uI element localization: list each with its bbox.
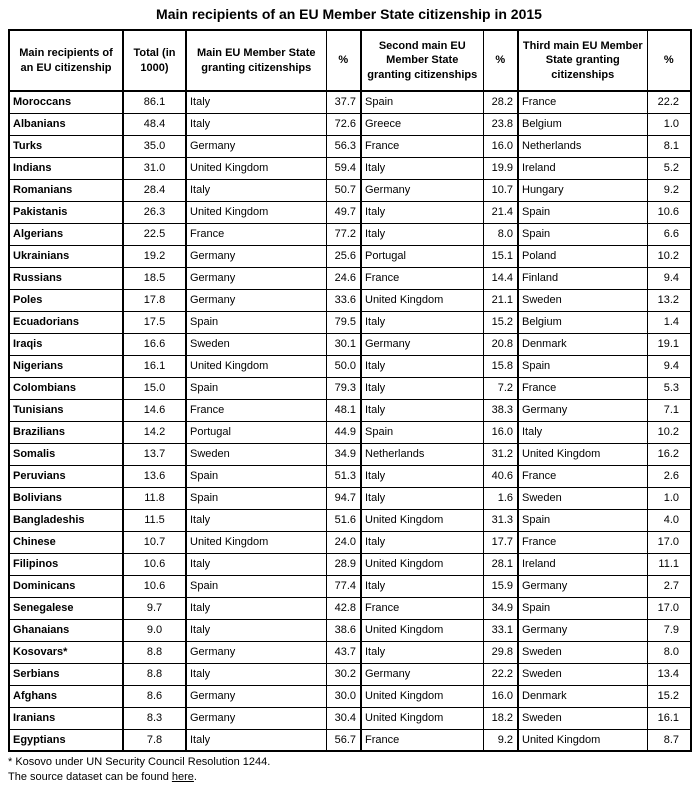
nationality-cell: Albanians	[9, 113, 123, 135]
data-cell: United Kingdom	[186, 157, 326, 179]
data-cell: Germany	[186, 267, 326, 289]
data-cell: 30.4	[326, 707, 361, 729]
data-cell: 10.6	[647, 201, 691, 223]
data-cell: 22.2	[483, 663, 518, 685]
nationality-cell: Ghanaians	[9, 619, 123, 641]
data-cell: Italy	[186, 663, 326, 685]
data-cell: France	[518, 91, 647, 113]
data-cell: 8.1	[647, 135, 691, 157]
data-cell: United Kingdom	[186, 201, 326, 223]
data-cell: 1.4	[647, 311, 691, 333]
data-cell: Denmark	[518, 685, 647, 707]
data-cell: Italy	[361, 157, 483, 179]
nationality-cell: Algerians	[9, 223, 123, 245]
nationality-cell: Nigerians	[9, 355, 123, 377]
data-cell: Italy	[361, 311, 483, 333]
data-cell: United Kingdom	[361, 289, 483, 311]
data-cell: 22.2	[647, 91, 691, 113]
nationality-cell: Brazilians	[9, 421, 123, 443]
data-cell: France	[361, 597, 483, 619]
data-cell: 31.3	[483, 509, 518, 531]
data-cell: 2.7	[647, 575, 691, 597]
table-row	[9, 201, 691, 223]
data-cell: 16.0	[483, 421, 518, 443]
table-row	[9, 663, 691, 685]
data-cell: 17.0	[647, 531, 691, 553]
data-cell: 19.9	[483, 157, 518, 179]
data-cell: 7.2	[483, 377, 518, 399]
data-cell: France	[518, 377, 647, 399]
header-row	[9, 30, 691, 91]
data-cell: 10.6	[123, 575, 186, 597]
table-row	[9, 355, 691, 377]
data-cell: Germany	[186, 707, 326, 729]
data-cell: United Kingdom	[361, 619, 483, 641]
data-cell: 16.0	[483, 135, 518, 157]
data-cell: 18.2	[483, 707, 518, 729]
data-cell: 15.2	[483, 311, 518, 333]
data-cell: Spain	[518, 223, 647, 245]
data-cell: 6.6	[647, 223, 691, 245]
data-cell: 30.1	[326, 333, 361, 355]
data-cell: 22.5	[123, 223, 186, 245]
data-cell: 10.7	[483, 179, 518, 201]
data-cell: Sweden	[518, 707, 647, 729]
data-cell: 16.2	[647, 443, 691, 465]
nationality-cell: Romanians	[9, 179, 123, 201]
nationality-cell: Poles	[9, 289, 123, 311]
table-row	[9, 289, 691, 311]
data-cell: 8.6	[123, 685, 186, 707]
data-cell: 28.1	[483, 553, 518, 575]
table-row	[9, 487, 691, 509]
data-cell: Sweden	[186, 443, 326, 465]
data-cell: Germany	[186, 641, 326, 663]
data-cell: France	[186, 399, 326, 421]
data-cell: 1.0	[647, 113, 691, 135]
table-row	[9, 685, 691, 707]
table-row	[9, 531, 691, 553]
data-cell: 9.4	[647, 267, 691, 289]
data-cell: Italy	[361, 355, 483, 377]
data-cell: Netherlands	[518, 135, 647, 157]
source-link[interactable]: here	[171, 770, 194, 783]
data-cell: Spain	[186, 575, 326, 597]
table-row	[9, 443, 691, 465]
data-cell: 35.0	[123, 135, 186, 157]
data-cell: Italy	[361, 575, 483, 597]
data-cell: Italy	[186, 619, 326, 641]
data-cell: Germany	[518, 575, 647, 597]
data-cell: 5.3	[647, 377, 691, 399]
data-cell: Sweden	[518, 289, 647, 311]
data-cell: 13.7	[123, 443, 186, 465]
data-cell: 38.6	[326, 619, 361, 641]
data-cell: 15.9	[483, 575, 518, 597]
data-cell: United Kingdom	[186, 531, 326, 553]
nationality-cell: Colombians	[9, 377, 123, 399]
column-header: Second main EU Member State granting citizenships	[361, 30, 483, 91]
data-cell: 28.2	[483, 91, 518, 113]
data-cell: 40.6	[483, 465, 518, 487]
data-cell: 51.3	[326, 465, 361, 487]
data-cell: 17.7	[483, 531, 518, 553]
data-cell: Finland	[518, 267, 647, 289]
column-header: Third main EU Member State granting citizenships	[518, 30, 647, 91]
data-cell: 37.7	[326, 91, 361, 113]
nationality-cell: Dominicans	[9, 575, 123, 597]
data-cell: 48.4	[123, 113, 186, 135]
data-cell: 2.6	[647, 465, 691, 487]
data-cell: 23.8	[483, 113, 518, 135]
data-cell: France	[361, 267, 483, 289]
data-cell: 17.5	[123, 311, 186, 333]
data-cell: France	[361, 729, 483, 751]
data-cell: 16.6	[123, 333, 186, 355]
data-cell: 77.2	[326, 223, 361, 245]
table-row	[9, 553, 691, 575]
data-cell: 11.1	[647, 553, 691, 575]
data-cell: 56.7	[326, 729, 361, 751]
data-cell: 9.4	[647, 355, 691, 377]
data-cell: United Kingdom	[361, 553, 483, 575]
data-cell: Greece	[361, 113, 483, 135]
data-cell: 79.5	[326, 311, 361, 333]
table-header	[9, 30, 691, 91]
data-cell: 24.6	[326, 267, 361, 289]
table-row	[9, 421, 691, 443]
footnotes	[8, 755, 690, 785]
data-cell: Spain	[186, 311, 326, 333]
data-cell: 19.1	[647, 333, 691, 355]
data-cell: 8.8	[123, 641, 186, 663]
data-cell: 15.8	[483, 355, 518, 377]
data-cell: Sweden	[186, 333, 326, 355]
data-cell: 7.9	[647, 619, 691, 641]
column-header: Main EU Member State granting citizenships	[186, 30, 326, 91]
data-cell: 13.6	[123, 465, 186, 487]
data-cell: Sweden	[518, 641, 647, 663]
nationality-cell: Senegalese	[9, 597, 123, 619]
data-cell: Spain	[361, 91, 483, 113]
nationality-cell: Turks	[9, 135, 123, 157]
table-row	[9, 91, 691, 113]
data-cell: 16.1	[647, 707, 691, 729]
table-row	[9, 311, 691, 333]
table-row	[9, 399, 691, 421]
data-cell: 25.6	[326, 245, 361, 267]
nationality-cell: Iranians	[9, 707, 123, 729]
data-cell: 11.8	[123, 487, 186, 509]
data-cell: Italy	[186, 553, 326, 575]
data-cell: 94.7	[326, 487, 361, 509]
data-cell: Italy	[361, 201, 483, 223]
page-title: Main recipients of an EU Member State citizenship in 2015	[156, 6, 542, 22]
data-cell: United Kingdom	[361, 707, 483, 729]
data-cell: 7.8	[123, 729, 186, 751]
data-cell: Belgium	[518, 311, 647, 333]
data-cell: 20.8	[483, 333, 518, 355]
data-cell: 56.3	[326, 135, 361, 157]
data-cell: Italy	[361, 377, 483, 399]
data-cell: 30.2	[326, 663, 361, 685]
data-cell: 14.6	[123, 399, 186, 421]
data-cell: 28.9	[326, 553, 361, 575]
data-cell: 15.1	[483, 245, 518, 267]
data-cell: 8.0	[647, 641, 691, 663]
nationality-cell: Peruvians	[9, 465, 123, 487]
data-cell: Germany	[518, 399, 647, 421]
column-header: %	[326, 30, 361, 91]
table-row	[9, 641, 691, 663]
data-cell: Germany	[186, 245, 326, 267]
data-cell: 42.8	[326, 597, 361, 619]
table-row	[9, 267, 691, 289]
data-cell: 72.6	[326, 113, 361, 135]
data-cell: 1.0	[647, 487, 691, 509]
data-cell: United Kingdom	[518, 729, 647, 751]
data-cell: 59.4	[326, 157, 361, 179]
data-cell: 9.2	[647, 179, 691, 201]
data-cell: 30.0	[326, 685, 361, 707]
data-cell: 28.4	[123, 179, 186, 201]
data-cell: Ireland	[518, 553, 647, 575]
data-cell: 29.8	[483, 641, 518, 663]
data-cell: 8.8	[123, 663, 186, 685]
data-cell: Spain	[518, 201, 647, 223]
data-cell: Spain	[186, 487, 326, 509]
data-cell: Spain	[186, 465, 326, 487]
data-cell: 16.0	[483, 685, 518, 707]
data-cell: Hungary	[518, 179, 647, 201]
table-row	[9, 377, 691, 399]
data-cell: Germany	[518, 619, 647, 641]
data-cell: 79.3	[326, 377, 361, 399]
data-cell: 9.2	[483, 729, 518, 751]
data-cell: France	[518, 531, 647, 553]
data-cell: Italy	[361, 531, 483, 553]
data-cell: 11.5	[123, 509, 186, 531]
data-cell: 14.2	[123, 421, 186, 443]
source-footnote-text: The source dataset can be found	[8, 770, 172, 783]
data-cell: Germany	[361, 333, 483, 355]
data-cell: 8.7	[647, 729, 691, 751]
table-row	[9, 465, 691, 487]
table-row	[9, 597, 691, 619]
data-cell: Denmark	[518, 333, 647, 355]
data-cell: 31.2	[483, 443, 518, 465]
nationality-cell: Filipinos	[9, 553, 123, 575]
nationality-cell: Russians	[9, 267, 123, 289]
column-header: %	[647, 30, 691, 91]
data-cell: Italy	[361, 399, 483, 421]
nationality-cell: Moroccans	[9, 91, 123, 113]
data-cell: Italy	[186, 91, 326, 113]
table-row	[9, 113, 691, 135]
data-cell: 21.4	[483, 201, 518, 223]
data-cell: 8.0	[483, 223, 518, 245]
data-cell: 77.4	[326, 575, 361, 597]
nationality-cell: Serbians	[9, 663, 123, 685]
data-cell: Italy	[186, 729, 326, 751]
data-cell: Sweden	[518, 487, 647, 509]
data-cell: 34.9	[483, 597, 518, 619]
table-row	[9, 619, 691, 641]
nationality-cell: Pakistanis	[9, 201, 123, 223]
data-cell: Germany	[186, 685, 326, 707]
data-cell: 34.9	[326, 443, 361, 465]
table-body	[9, 91, 691, 751]
data-cell: 51.6	[326, 509, 361, 531]
data-cell: 24.0	[326, 531, 361, 553]
nationality-cell: Bolivians	[9, 487, 123, 509]
data-cell: United Kingdom	[186, 355, 326, 377]
table-row	[9, 707, 691, 729]
data-cell: 15.2	[647, 685, 691, 707]
data-cell: 43.7	[326, 641, 361, 663]
data-cell: 26.3	[123, 201, 186, 223]
data-cell: Spain	[518, 597, 647, 619]
data-cell: 50.0	[326, 355, 361, 377]
data-cell: Sweden	[518, 663, 647, 685]
data-cell: 33.1	[483, 619, 518, 641]
data-cell: 33.6	[326, 289, 361, 311]
nationality-cell: Tunisians	[9, 399, 123, 421]
data-cell: 49.7	[326, 201, 361, 223]
data-cell: Ireland	[518, 157, 647, 179]
data-cell: 13.4	[647, 663, 691, 685]
citizenship-table	[8, 29, 692, 752]
data-cell: 9.7	[123, 597, 186, 619]
table-row	[9, 575, 691, 597]
data-cell: Italy	[361, 223, 483, 245]
nationality-cell: Bangladeshis	[9, 509, 123, 531]
nationality-cell: Egyptians	[9, 729, 123, 751]
data-cell: Netherlands	[361, 443, 483, 465]
data-cell: United Kingdom	[361, 685, 483, 707]
data-cell: Italy	[186, 509, 326, 531]
data-cell: 10.7	[123, 531, 186, 553]
nationality-cell: Ecuadorians	[9, 311, 123, 333]
data-cell: 10.6	[123, 553, 186, 575]
data-cell: 31.0	[123, 157, 186, 179]
source-footnote-period: .	[193, 770, 197, 783]
source-footnote	[8, 770, 690, 785]
data-cell: Italy	[518, 421, 647, 443]
table-row	[9, 333, 691, 355]
data-cell: Spain	[361, 421, 483, 443]
data-cell: Poland	[518, 245, 647, 267]
data-cell: Italy	[361, 487, 483, 509]
data-cell: 16.1	[123, 355, 186, 377]
data-cell: Italy	[361, 465, 483, 487]
data-cell: Germany	[186, 289, 326, 311]
column-header: %	[483, 30, 518, 91]
data-cell: 21.1	[483, 289, 518, 311]
table-row	[9, 157, 691, 179]
data-cell: Germany	[186, 135, 326, 157]
table-row	[9, 509, 691, 531]
data-cell: 18.5	[123, 267, 186, 289]
column-header: Main recipients of an EU citizenship	[9, 30, 123, 91]
data-cell: Portugal	[186, 421, 326, 443]
data-cell: 4.0	[647, 509, 691, 531]
data-cell: United Kingdom	[518, 443, 647, 465]
data-cell: United Kingdom	[361, 509, 483, 531]
data-cell: Spain	[518, 509, 647, 531]
data-cell: Italy	[186, 179, 326, 201]
data-cell: Germany	[361, 179, 483, 201]
data-cell: 38.3	[483, 399, 518, 421]
data-cell: 17.8	[123, 289, 186, 311]
data-cell: 44.9	[326, 421, 361, 443]
data-cell: 1.6	[483, 487, 518, 509]
data-cell: 15.0	[123, 377, 186, 399]
table-row	[9, 729, 691, 751]
data-cell: Italy	[361, 641, 483, 663]
data-cell: 14.4	[483, 267, 518, 289]
data-cell: 19.2	[123, 245, 186, 267]
table-row	[9, 245, 691, 267]
data-cell: 17.0	[647, 597, 691, 619]
data-cell: 8.3	[123, 707, 186, 729]
data-cell: France	[361, 135, 483, 157]
column-header: Total (in 1000)	[123, 30, 186, 91]
nationality-cell: Somalis	[9, 443, 123, 465]
data-cell: 13.2	[647, 289, 691, 311]
data-cell: Portugal	[361, 245, 483, 267]
data-cell: 7.1	[647, 399, 691, 421]
data-cell: Germany	[361, 663, 483, 685]
data-cell: 86.1	[123, 91, 186, 113]
data-cell: Spain	[186, 377, 326, 399]
data-cell: 50.7	[326, 179, 361, 201]
data-cell: Italy	[186, 597, 326, 619]
data-cell: 48.1	[326, 399, 361, 421]
nationality-cell: Ukrainians	[9, 245, 123, 267]
data-cell: Spain	[518, 355, 647, 377]
nationality-cell: Afghans	[9, 685, 123, 707]
data-cell: France	[518, 465, 647, 487]
nationality-cell: Chinese	[9, 531, 123, 553]
data-cell: 10.2	[647, 245, 691, 267]
data-cell: Italy	[186, 113, 326, 135]
data-cell: Belgium	[518, 113, 647, 135]
data-cell: 10.2	[647, 421, 691, 443]
kosovo-footnote: * Kosovo under UN Security Council Resolution 1244.	[8, 756, 271, 768]
table-row	[9, 223, 691, 245]
nationality-cell: Iraqis	[9, 333, 123, 355]
table-row	[9, 135, 691, 157]
data-cell: France	[186, 223, 326, 245]
nationality-cell: Indians	[9, 157, 123, 179]
nationality-cell: Kosovars*	[9, 641, 123, 663]
data-cell: 9.0	[123, 619, 186, 641]
data-cell: 5.2	[647, 157, 691, 179]
table-row	[9, 179, 691, 201]
